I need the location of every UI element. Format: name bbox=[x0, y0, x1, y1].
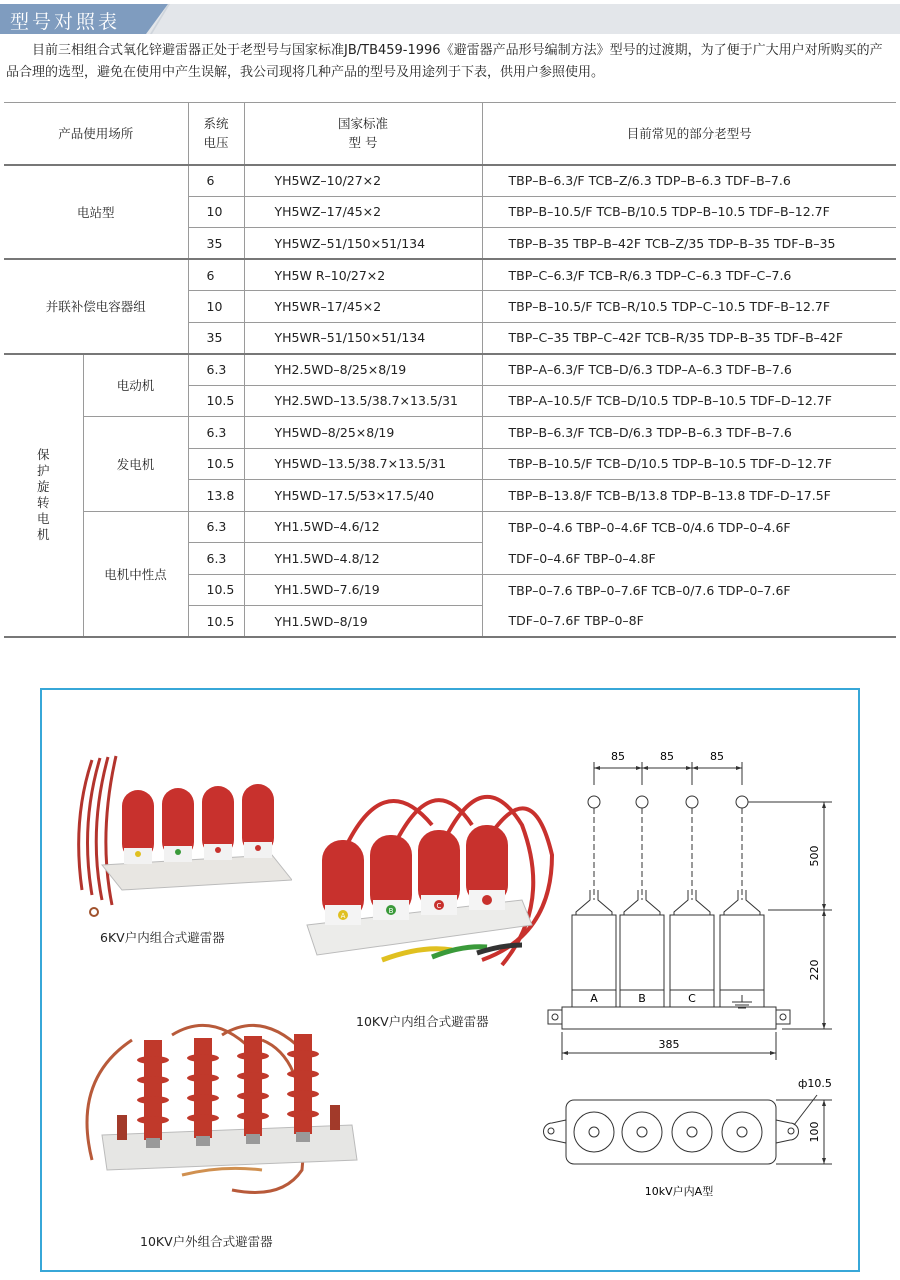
phase-label-c: C bbox=[436, 902, 442, 910]
caption-10kv-indoor: 10KV户内组合式避雷器 bbox=[356, 1014, 489, 1029]
header-usage: 产品使用场所 bbox=[4, 103, 188, 165]
drawing-caption: 10kV户内A型 bbox=[644, 1185, 714, 1198]
cell-model: YH5WD–8/25×8/19 bbox=[244, 417, 482, 449]
dim-85-first: 85 bbox=[611, 750, 625, 763]
header-voltage: 系统 电压 bbox=[188, 103, 244, 165]
cell-voltage: 10.5 bbox=[188, 385, 244, 417]
cell-model: YH2.5WD–8/25×8/19 bbox=[244, 354, 482, 386]
cell-old-models: TBP–B–6.3/F TCB–D/6.3 TDP–B–6.3 TDF–B–7.6 bbox=[482, 417, 896, 449]
dim-100: 100 bbox=[808, 1121, 821, 1143]
cell-voltage: 13.8 bbox=[188, 480, 244, 512]
cell-model: YH5WZ–17/45×2 bbox=[244, 196, 482, 228]
arrester-10kv-indoor-image bbox=[292, 785, 572, 985]
model-comparison-table bbox=[4, 102, 896, 638]
cell-old-models: TBP–0–4.6 TBP–0–4.6F TCB–0/4.6 TDP–0–4.6F bbox=[508, 519, 791, 535]
cell-model: YH5WZ–51/150×51/134 bbox=[244, 228, 482, 260]
cell-model: YH2.5WD–13.5/38.7×13.5/31 bbox=[244, 385, 482, 417]
cell-model: YH1.5WD–7.6/19 bbox=[244, 574, 482, 606]
drawing-label-a: A bbox=[590, 992, 598, 1005]
group-rotating-machine: 保 护 旋 转 电 机 bbox=[4, 354, 83, 638]
drawing-label-b: B bbox=[638, 992, 646, 1005]
caption-6kv: 6KV户内组合式避雷器 bbox=[100, 930, 225, 945]
cell-voltage: 10 bbox=[188, 196, 244, 228]
phase-label-a: A bbox=[340, 912, 346, 920]
intro-paragraph: 目前三相组合式氧化锌避雷器正处于老型号与国家标准JB/TB459-1996《避雷器产品形号编制方法》型号的过渡期，为了便于广大用户对所购买的产品合理的选型，避免在使用中产生误解，我公司现将几种产品的型号及用途列于下表，供用户参照使用。 bbox=[6, 43, 883, 80]
cell-voltage: 35 bbox=[188, 228, 244, 260]
subgroup-neutral: 电机中性点 bbox=[83, 511, 188, 637]
cell-model: YH5W R–10/27×2 bbox=[244, 259, 482, 291]
cell-old-models: TDF–0–4.6F TBP–0–4.8F bbox=[482, 543, 896, 575]
cell-model: YH1.5WD–4.6/12 bbox=[244, 511, 482, 543]
table-row bbox=[4, 165, 896, 197]
cell-voltage: 6.3 bbox=[188, 543, 244, 575]
dim-hole: ф10.5 bbox=[798, 1077, 832, 1090]
table-row bbox=[4, 417, 896, 449]
cell-voltage: 6.3 bbox=[188, 417, 244, 449]
group-capacitor: 并联补偿电容器组 bbox=[4, 259, 188, 354]
cell-voltage: 10.5 bbox=[188, 448, 244, 480]
cell-voltage: 10.5 bbox=[188, 574, 244, 606]
cell-old-models: TBP–B–10.5/F TCB–D/10.5 TDP–B–10.5 TDF–D–12.7F bbox=[482, 448, 896, 480]
page-title: 型号对照表 bbox=[10, 11, 121, 33]
cell-old-models: TBP–B–10.5/F TCB–R/10.5 TDP–C–10.5 TDF–B–12.7F bbox=[482, 291, 896, 323]
arrester-6kv-image bbox=[62, 740, 292, 930]
cell-old-models: TBP–A–6.3/F TCB–D/6.3 TDP–A–6.3 TDF–B–7.6 bbox=[482, 354, 896, 386]
dim-500: 500 bbox=[808, 845, 821, 867]
cell-model: YH1.5WD–4.8/12 bbox=[244, 543, 482, 575]
cell-voltage: 10.5 bbox=[188, 606, 244, 638]
table-row bbox=[4, 511, 896, 543]
cell-old-models: TBP–B–10.5/F TCB–B/10.5 TDP–B–10.5 TDF–B–12.7F bbox=[482, 196, 896, 228]
subgroup-motor: 电动机 bbox=[83, 354, 188, 417]
cell-model: YH1.5WD–8/19 bbox=[244, 606, 482, 638]
header-standard-model: 国家标准 型 号 bbox=[244, 103, 482, 165]
cell-voltage: 6 bbox=[188, 165, 244, 197]
cell-old-models: TBP–C–35 TBP–C–42F TCB–R/35 TDP–B–35 TDF–B–42F bbox=[482, 322, 896, 354]
dim-385: 385 bbox=[658, 1038, 680, 1051]
cell-old-models: TBP–B–13.8/F TCB–B/13.8 TDP–B–13.8 TDF–D–17.5F bbox=[482, 480, 896, 512]
group-station: 电站型 bbox=[4, 165, 188, 260]
subgroup-generator: 发电机 bbox=[83, 417, 188, 512]
cell-voltage: 35 bbox=[188, 322, 244, 354]
cell-old-models: TBP–0–7.6 TBP–0–7.6F TCB–0/7.6 TDP–0–7.6F bbox=[508, 582, 791, 598]
phase-label-b: B bbox=[388, 907, 394, 915]
cell-voltage: 6.3 bbox=[188, 354, 244, 386]
cell-old-models: TBP–C–6.3/F TCB–R/6.3 TDP–C–6.3 TDF–C–7.6 bbox=[482, 259, 896, 291]
header-old-models: 目前常见的部分老型号 bbox=[482, 103, 896, 165]
cell-model: YH5WD–17.5/53×17.5/40 bbox=[244, 480, 482, 512]
section-header bbox=[0, 4, 900, 34]
cell-old-models: TBP–B–6.3/F TCB–Z/6.3 TDP–B–6.3 TDF–B–7.6 bbox=[482, 165, 896, 197]
drawing-label-c: C bbox=[688, 992, 696, 1005]
cell-old-models: TBP–A–10.5/F TCB–D/10.5 TDP–B–10.5 TDF–D–12.7F bbox=[482, 385, 896, 417]
cell-model: YH5WR–17/45×2 bbox=[244, 291, 482, 323]
table-row bbox=[4, 354, 896, 386]
dim-85-second: 85 bbox=[660, 750, 674, 763]
cell-model: YH5WZ–10/27×2 bbox=[244, 165, 482, 197]
dim-220: 220 bbox=[808, 959, 821, 981]
table-row bbox=[4, 259, 896, 291]
cell-old-models: TDF–0–7.6F TBP–0–8F bbox=[482, 606, 896, 638]
table-header-row bbox=[4, 103, 896, 165]
cell-voltage: 6 bbox=[188, 259, 244, 291]
arrester-10kv-outdoor-image bbox=[62, 1020, 362, 1220]
product-frame bbox=[40, 688, 860, 1272]
cell-old-models: TBP–B–35 TBP–B–42F TCB–Z/35 TDP–B–35 TDF–B–35 bbox=[482, 228, 896, 260]
caption-10kv-outdoor: 10KV户外组合式避雷器 bbox=[140, 1234, 273, 1249]
cell-voltage: 10 bbox=[188, 291, 244, 323]
cell-voltage: 6.3 bbox=[188, 511, 244, 543]
cell-model: YH5WD–13.5/38.7×13.5/31 bbox=[244, 448, 482, 480]
cell-model: YH5WR–51/150×51/134 bbox=[244, 322, 482, 354]
dim-85-third: 85 bbox=[710, 750, 724, 763]
dimension-drawing bbox=[532, 740, 852, 1270]
